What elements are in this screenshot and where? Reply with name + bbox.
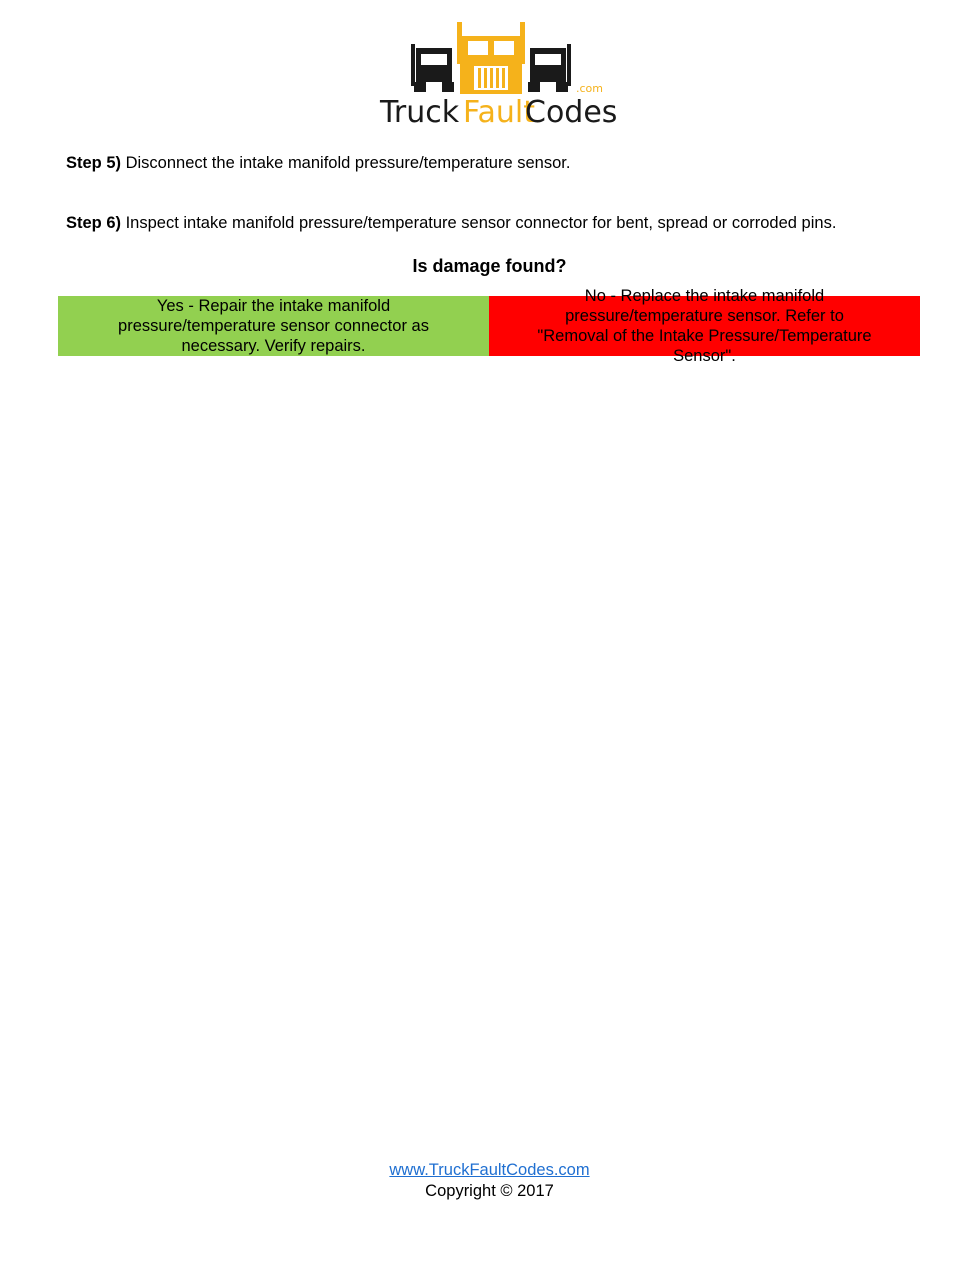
no-answer-text: No - Replace the intake manifold pressure/temperature sensor. Refer to "Removal of the Intake Pressure/Temperature Sensor". (537, 287, 872, 365)
step-6 (66, 214, 836, 233)
website-link[interactable]: www.TruckFaultCodes.com (389, 1161, 590, 1179)
page-footer (0, 1160, 979, 1202)
svg-text:Fault: Fault (463, 95, 535, 130)
no-answer-cell (489, 287, 920, 365)
step-5-label: Step 5) (66, 154, 122, 172)
step-6-text: Inspect intake manifold pressure/temperature sensor connector for bent, spread or corroded pins. (121, 214, 837, 232)
truck-logo-icon (378, 18, 618, 130)
answer-table (58, 287, 920, 365)
step-5-text: Disconnect the intake manifold pressure/temperature sensor. (121, 154, 571, 172)
truckfaultcodes-logo (378, 18, 618, 130)
yes-answer-text: Yes - Repair the intake manifold pressure/temperature sensor connector as necessary. Verify repairs. (118, 297, 429, 355)
svg-text:.com: .com (576, 82, 603, 95)
svg-text:Truck: Truck (380, 95, 460, 130)
yes-answer-cell (58, 296, 489, 356)
decision-question: Is damage found? (412, 256, 567, 276)
copyright-text: Copyright © 2017 (425, 1182, 554, 1200)
svg-text:Codes: Codes (525, 95, 618, 130)
step-5 (66, 154, 570, 173)
step-6-label: Step 6) (66, 214, 122, 232)
